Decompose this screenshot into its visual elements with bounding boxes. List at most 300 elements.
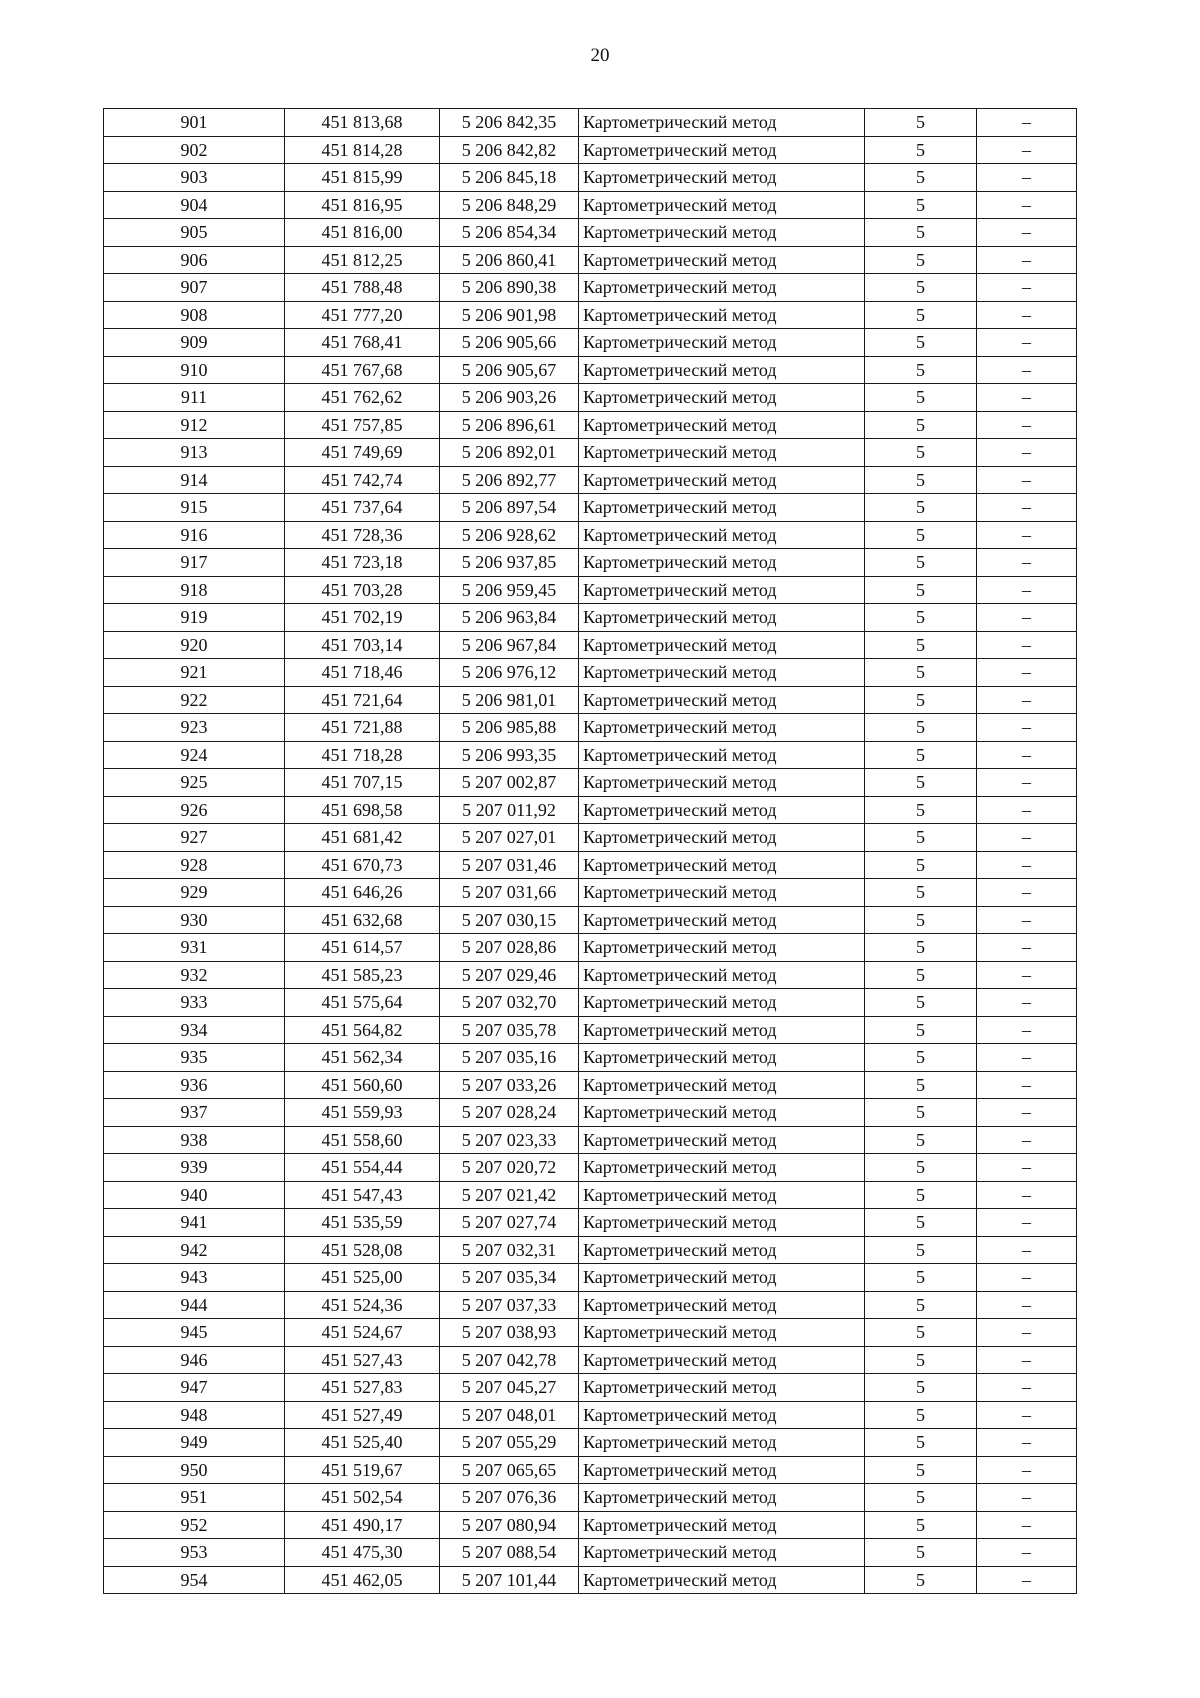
x-coordinate-cell: 451 723,18 xyxy=(285,549,440,577)
description-cell: – xyxy=(977,1319,1077,1347)
table-row xyxy=(104,521,1077,549)
table-row xyxy=(104,631,1077,659)
x-coordinate-cell: 451 718,46 xyxy=(285,659,440,687)
accuracy-cell: 5 xyxy=(865,329,977,357)
table-row xyxy=(104,1374,1077,1402)
method-cell: Картометрический метод xyxy=(579,1456,865,1484)
table-row xyxy=(104,1456,1077,1484)
accuracy-cell: 5 xyxy=(865,824,977,852)
method-cell: Картометрический метод xyxy=(579,136,865,164)
table-row xyxy=(104,714,1077,742)
description-cell: – xyxy=(977,1209,1077,1237)
method-cell: Картометрический метод xyxy=(579,1319,865,1347)
method-cell: Картометрический метод xyxy=(579,631,865,659)
point-number-cell: 932 xyxy=(104,961,285,989)
method-cell: Картометрический метод xyxy=(579,109,865,137)
method-cell: Картометрический метод xyxy=(579,1044,865,1072)
accuracy-cell: 5 xyxy=(865,384,977,412)
y-coordinate-cell: 5 207 020,72 xyxy=(440,1154,579,1182)
x-coordinate-cell: 451 762,62 xyxy=(285,384,440,412)
x-coordinate-cell: 451 767,68 xyxy=(285,356,440,384)
point-number-cell: 929 xyxy=(104,879,285,907)
method-cell: Картометрический метод xyxy=(579,1016,865,1044)
description-cell: – xyxy=(977,631,1077,659)
x-coordinate-cell: 451 707,15 xyxy=(285,769,440,797)
point-number-cell: 924 xyxy=(104,741,285,769)
description-cell: – xyxy=(977,1456,1077,1484)
method-cell: Картометрический метод xyxy=(579,1346,865,1374)
point-number-cell: 906 xyxy=(104,246,285,274)
x-coordinate-cell: 451 788,48 xyxy=(285,274,440,302)
y-coordinate-cell: 5 206 903,26 xyxy=(440,384,579,412)
accuracy-cell: 5 xyxy=(865,301,977,329)
accuracy-cell: 5 xyxy=(865,1126,977,1154)
point-number-cell: 941 xyxy=(104,1209,285,1237)
description-cell: – xyxy=(977,1236,1077,1264)
x-coordinate-cell: 451 558,60 xyxy=(285,1126,440,1154)
description-cell: – xyxy=(977,714,1077,742)
y-coordinate-cell: 5 207 031,66 xyxy=(440,879,579,907)
description-cell: – xyxy=(977,466,1077,494)
x-coordinate-cell: 451 475,30 xyxy=(285,1539,440,1567)
accuracy-cell: 5 xyxy=(865,164,977,192)
y-coordinate-cell: 5 207 088,54 xyxy=(440,1539,579,1567)
description-cell: – xyxy=(977,851,1077,879)
description-cell: – xyxy=(977,1154,1077,1182)
accuracy-cell: 5 xyxy=(865,714,977,742)
accuracy-cell: 5 xyxy=(865,439,977,467)
table-row xyxy=(104,659,1077,687)
point-number-cell: 931 xyxy=(104,934,285,962)
description-cell: – xyxy=(977,1181,1077,1209)
point-number-cell: 911 xyxy=(104,384,285,412)
accuracy-cell: 5 xyxy=(865,356,977,384)
accuracy-cell: 5 xyxy=(865,1319,977,1347)
description-cell: – xyxy=(977,1401,1077,1429)
point-number-cell: 901 xyxy=(104,109,285,137)
table-row xyxy=(104,1099,1077,1127)
point-number-cell: 927 xyxy=(104,824,285,852)
x-coordinate-cell: 451 554,44 xyxy=(285,1154,440,1182)
point-number-cell: 921 xyxy=(104,659,285,687)
table-row xyxy=(104,1319,1077,1347)
x-coordinate-cell: 451 742,74 xyxy=(285,466,440,494)
accuracy-cell: 5 xyxy=(865,686,977,714)
method-cell: Картометрический метод xyxy=(579,576,865,604)
y-coordinate-cell: 5 207 023,33 xyxy=(440,1126,579,1154)
accuracy-cell: 5 xyxy=(865,549,977,577)
y-coordinate-cell: 5 207 032,70 xyxy=(440,989,579,1017)
method-cell: Картометрический метод xyxy=(579,769,865,797)
accuracy-cell: 5 xyxy=(865,934,977,962)
x-coordinate-cell: 451 768,41 xyxy=(285,329,440,357)
point-number-cell: 953 xyxy=(104,1539,285,1567)
description-cell: – xyxy=(977,1511,1077,1539)
accuracy-cell: 5 xyxy=(865,1071,977,1099)
accuracy-cell: 5 xyxy=(865,1154,977,1182)
point-number-cell: 913 xyxy=(104,439,285,467)
y-coordinate-cell: 5 207 033,26 xyxy=(440,1071,579,1099)
table-row xyxy=(104,604,1077,632)
y-coordinate-cell: 5 207 037,33 xyxy=(440,1291,579,1319)
x-coordinate-cell: 451 777,20 xyxy=(285,301,440,329)
point-number-cell: 939 xyxy=(104,1154,285,1182)
method-cell: Картометрический метод xyxy=(579,659,865,687)
y-coordinate-cell: 5 206 842,35 xyxy=(440,109,579,137)
table-row xyxy=(104,301,1077,329)
description-cell: – xyxy=(977,1291,1077,1319)
x-coordinate-cell: 451 757,85 xyxy=(285,411,440,439)
table-row xyxy=(104,961,1077,989)
page-number: 20 xyxy=(590,45,610,66)
accuracy-cell: 5 xyxy=(865,136,977,164)
table-row xyxy=(104,1126,1077,1154)
x-coordinate-cell: 451 646,26 xyxy=(285,879,440,907)
table-row xyxy=(104,1236,1077,1264)
point-number-cell: 947 xyxy=(104,1374,285,1402)
x-coordinate-cell: 451 585,23 xyxy=(285,961,440,989)
y-coordinate-cell: 5 206 901,98 xyxy=(440,301,579,329)
point-number-cell: 946 xyxy=(104,1346,285,1374)
description-cell: – xyxy=(977,989,1077,1017)
y-coordinate-cell: 5 207 080,94 xyxy=(440,1511,579,1539)
table-row xyxy=(104,549,1077,577)
method-cell: Картометрический метод xyxy=(579,439,865,467)
point-number-cell: 928 xyxy=(104,851,285,879)
table-row xyxy=(104,769,1077,797)
accuracy-cell: 5 xyxy=(865,1374,977,1402)
y-coordinate-cell: 5 206 985,88 xyxy=(440,714,579,742)
method-cell: Картометрический метод xyxy=(579,411,865,439)
table-row xyxy=(104,494,1077,522)
accuracy-cell: 5 xyxy=(865,1429,977,1457)
table-row xyxy=(104,329,1077,357)
x-coordinate-cell: 451 698,58 xyxy=(285,796,440,824)
point-number-cell: 918 xyxy=(104,576,285,604)
description-cell: – xyxy=(977,1346,1077,1374)
y-coordinate-cell: 5 207 065,65 xyxy=(440,1456,579,1484)
accuracy-cell: 5 xyxy=(865,604,977,632)
description-cell: – xyxy=(977,934,1077,962)
y-coordinate-cell: 5 206 854,34 xyxy=(440,219,579,247)
accuracy-cell: 5 xyxy=(865,851,977,879)
method-cell: Картометрический метод xyxy=(579,1236,865,1264)
x-coordinate-cell: 451 614,57 xyxy=(285,934,440,962)
table-row xyxy=(104,136,1077,164)
point-number-cell: 912 xyxy=(104,411,285,439)
x-coordinate-cell: 451 718,28 xyxy=(285,741,440,769)
table-row xyxy=(104,1016,1077,1044)
x-coordinate-cell: 451 721,88 xyxy=(285,714,440,742)
point-number-cell: 926 xyxy=(104,796,285,824)
y-coordinate-cell: 5 206 967,84 xyxy=(440,631,579,659)
method-cell: Картометрический метод xyxy=(579,246,865,274)
accuracy-cell: 5 xyxy=(865,411,977,439)
y-coordinate-cell: 5 206 905,67 xyxy=(440,356,579,384)
table-row xyxy=(104,1071,1077,1099)
table-row xyxy=(104,191,1077,219)
y-coordinate-cell: 5 207 035,78 xyxy=(440,1016,579,1044)
method-cell: Картометрический метод xyxy=(579,191,865,219)
point-number-cell: 948 xyxy=(104,1401,285,1429)
y-coordinate-cell: 5 206 905,66 xyxy=(440,329,579,357)
x-coordinate-cell: 451 519,67 xyxy=(285,1456,440,1484)
x-coordinate-cell: 451 527,49 xyxy=(285,1401,440,1429)
y-coordinate-cell: 5 206 848,29 xyxy=(440,191,579,219)
y-coordinate-cell: 5 207 076,36 xyxy=(440,1484,579,1512)
accuracy-cell: 5 xyxy=(865,219,977,247)
y-coordinate-cell: 5 207 011,92 xyxy=(440,796,579,824)
x-coordinate-cell: 451 527,83 xyxy=(285,1374,440,1402)
x-coordinate-cell: 451 728,36 xyxy=(285,521,440,549)
accuracy-cell: 5 xyxy=(865,1539,977,1567)
description-cell: – xyxy=(977,521,1077,549)
point-number-cell: 923 xyxy=(104,714,285,742)
description-cell: – xyxy=(977,219,1077,247)
point-number-cell: 919 xyxy=(104,604,285,632)
y-coordinate-cell: 5 207 101,44 xyxy=(440,1566,579,1594)
y-coordinate-cell: 5 206 937,85 xyxy=(440,549,579,577)
table-row xyxy=(104,824,1077,852)
point-number-cell: 920 xyxy=(104,631,285,659)
y-coordinate-cell: 5 206 890,38 xyxy=(440,274,579,302)
point-number-cell: 937 xyxy=(104,1099,285,1127)
description-cell: – xyxy=(977,191,1077,219)
y-coordinate-cell: 5 207 002,87 xyxy=(440,769,579,797)
table-row xyxy=(104,851,1077,879)
x-coordinate-cell: 451 525,40 xyxy=(285,1429,440,1457)
description-cell: – xyxy=(977,136,1077,164)
method-cell: Картометрический метод xyxy=(579,1181,865,1209)
description-cell: – xyxy=(977,576,1077,604)
point-number-cell: 917 xyxy=(104,549,285,577)
method-cell: Картометрический метод xyxy=(579,329,865,357)
method-cell: Картометрический метод xyxy=(579,1154,865,1182)
x-coordinate-cell: 451 564,82 xyxy=(285,1016,440,1044)
method-cell: Картометрический метод xyxy=(579,274,865,302)
description-cell: – xyxy=(977,411,1077,439)
table-row xyxy=(104,274,1077,302)
point-number-cell: 933 xyxy=(104,989,285,1017)
accuracy-cell: 5 xyxy=(865,961,977,989)
table-row xyxy=(104,879,1077,907)
description-cell: – xyxy=(977,1539,1077,1567)
accuracy-cell: 5 xyxy=(865,1099,977,1127)
point-number-cell: 943 xyxy=(104,1264,285,1292)
accuracy-cell: 5 xyxy=(865,1401,977,1429)
x-coordinate-cell: 451 560,60 xyxy=(285,1071,440,1099)
x-coordinate-cell: 451 703,14 xyxy=(285,631,440,659)
method-cell: Картометрический метод xyxy=(579,1401,865,1429)
x-coordinate-cell: 451 737,64 xyxy=(285,494,440,522)
point-number-cell: 944 xyxy=(104,1291,285,1319)
method-cell: Картометрический метод xyxy=(579,384,865,412)
point-number-cell: 934 xyxy=(104,1016,285,1044)
method-cell: Картометрический метод xyxy=(579,466,865,494)
description-cell: – xyxy=(977,1071,1077,1099)
x-coordinate-cell: 451 562,34 xyxy=(285,1044,440,1072)
point-number-cell: 908 xyxy=(104,301,285,329)
x-coordinate-cell: 451 670,73 xyxy=(285,851,440,879)
description-cell: – xyxy=(977,494,1077,522)
point-number-cell: 942 xyxy=(104,1236,285,1264)
x-coordinate-cell: 451 559,93 xyxy=(285,1099,440,1127)
description-cell: – xyxy=(977,329,1077,357)
y-coordinate-cell: 5 206 860,41 xyxy=(440,246,579,274)
description-cell: – xyxy=(977,301,1077,329)
table-row xyxy=(104,906,1077,934)
description-cell: – xyxy=(977,109,1077,137)
accuracy-cell: 5 xyxy=(865,191,977,219)
accuracy-cell: 5 xyxy=(865,521,977,549)
point-number-cell: 938 xyxy=(104,1126,285,1154)
description-cell: – xyxy=(977,549,1077,577)
table-row xyxy=(104,796,1077,824)
point-number-cell: 910 xyxy=(104,356,285,384)
method-cell: Картометрический метод xyxy=(579,549,865,577)
x-coordinate-cell: 451 816,95 xyxy=(285,191,440,219)
point-number-cell: 907 xyxy=(104,274,285,302)
method-cell: Картометрический метод xyxy=(579,604,865,632)
y-coordinate-cell: 5 207 032,31 xyxy=(440,1236,579,1264)
accuracy-cell: 5 xyxy=(865,1566,977,1594)
table-row xyxy=(104,1346,1077,1374)
description-cell: – xyxy=(977,384,1077,412)
y-coordinate-cell: 5 207 035,16 xyxy=(440,1044,579,1072)
table-row xyxy=(104,1511,1077,1539)
table-row xyxy=(104,1291,1077,1319)
table-row xyxy=(104,1401,1077,1429)
x-coordinate-cell: 451 703,28 xyxy=(285,576,440,604)
description-cell: – xyxy=(977,906,1077,934)
y-coordinate-cell: 5 206 845,18 xyxy=(440,164,579,192)
description-cell: – xyxy=(977,769,1077,797)
x-coordinate-cell: 451 525,00 xyxy=(285,1264,440,1292)
method-cell: Картометрический метод xyxy=(579,164,865,192)
method-cell: Картометрический метод xyxy=(579,1071,865,1099)
description-cell: – xyxy=(977,659,1077,687)
accuracy-cell: 5 xyxy=(865,1511,977,1539)
y-coordinate-cell: 5 207 038,93 xyxy=(440,1319,579,1347)
y-coordinate-cell: 5 206 963,84 xyxy=(440,604,579,632)
y-coordinate-cell: 5 207 021,42 xyxy=(440,1181,579,1209)
table-row xyxy=(104,1539,1077,1567)
method-cell: Картометрический метод xyxy=(579,1484,865,1512)
accuracy-cell: 5 xyxy=(865,246,977,274)
method-cell: Картометрический метод xyxy=(579,1511,865,1539)
x-coordinate-cell: 451 575,64 xyxy=(285,989,440,1017)
accuracy-cell: 5 xyxy=(865,769,977,797)
method-cell: Картометрический метод xyxy=(579,1209,865,1237)
x-coordinate-cell: 451 528,08 xyxy=(285,1236,440,1264)
method-cell: Картометрический метод xyxy=(579,1566,865,1594)
method-cell: Картометрический метод xyxy=(579,934,865,962)
description-cell: – xyxy=(977,274,1077,302)
point-number-cell: 916 xyxy=(104,521,285,549)
table-row xyxy=(104,466,1077,494)
description-cell: – xyxy=(977,879,1077,907)
accuracy-cell: 5 xyxy=(865,274,977,302)
y-coordinate-cell: 5 206 896,61 xyxy=(440,411,579,439)
description-cell: – xyxy=(977,796,1077,824)
point-number-cell: 940 xyxy=(104,1181,285,1209)
method-cell: Картометрический метод xyxy=(579,686,865,714)
x-coordinate-cell: 451 815,99 xyxy=(285,164,440,192)
x-coordinate-cell: 451 524,67 xyxy=(285,1319,440,1347)
x-coordinate-cell: 451 702,19 xyxy=(285,604,440,632)
y-coordinate-cell: 5 206 928,62 xyxy=(440,521,579,549)
accuracy-cell: 5 xyxy=(865,494,977,522)
y-coordinate-cell: 5 207 035,34 xyxy=(440,1264,579,1292)
y-coordinate-cell: 5 207 028,86 xyxy=(440,934,579,962)
point-number-cell: 954 xyxy=(104,1566,285,1594)
description-cell: – xyxy=(977,1429,1077,1457)
table-row xyxy=(104,1209,1077,1237)
description-cell: – xyxy=(977,1044,1077,1072)
point-number-cell: 950 xyxy=(104,1456,285,1484)
y-coordinate-cell: 5 207 027,74 xyxy=(440,1209,579,1237)
table-row xyxy=(104,576,1077,604)
method-cell: Картометрический метод xyxy=(579,1126,865,1154)
point-number-cell: 909 xyxy=(104,329,285,357)
point-number-cell: 904 xyxy=(104,191,285,219)
x-coordinate-cell: 451 814,28 xyxy=(285,136,440,164)
point-number-cell: 925 xyxy=(104,769,285,797)
table-row xyxy=(104,219,1077,247)
accuracy-cell: 5 xyxy=(865,109,977,137)
description-cell: – xyxy=(977,1016,1077,1044)
method-cell: Картометрический метод xyxy=(579,219,865,247)
table-row xyxy=(104,1264,1077,1292)
accuracy-cell: 5 xyxy=(865,1264,977,1292)
point-number-cell: 949 xyxy=(104,1429,285,1457)
accuracy-cell: 5 xyxy=(865,1044,977,1072)
accuracy-cell: 5 xyxy=(865,1236,977,1264)
method-cell: Картометрический метод xyxy=(579,824,865,852)
description-cell: – xyxy=(977,961,1077,989)
point-number-cell: 915 xyxy=(104,494,285,522)
table-row xyxy=(104,1044,1077,1072)
table-row xyxy=(104,1566,1077,1594)
description-cell: – xyxy=(977,604,1077,632)
x-coordinate-cell: 451 812,25 xyxy=(285,246,440,274)
method-cell: Картометрический метод xyxy=(579,851,865,879)
accuracy-cell: 5 xyxy=(865,466,977,494)
accuracy-cell: 5 xyxy=(865,1209,977,1237)
table-row xyxy=(104,1484,1077,1512)
y-coordinate-cell: 5 207 029,46 xyxy=(440,961,579,989)
point-number-cell: 952 xyxy=(104,1511,285,1539)
table-row xyxy=(104,989,1077,1017)
point-number-cell: 935 xyxy=(104,1044,285,1072)
method-cell: Картометрический метод xyxy=(579,356,865,384)
x-coordinate-cell: 451 490,17 xyxy=(285,1511,440,1539)
table-row xyxy=(104,384,1077,412)
table-row xyxy=(104,1181,1077,1209)
method-cell: Картометрический метод xyxy=(579,714,865,742)
method-cell: Картометрический метод xyxy=(579,1429,865,1457)
x-coordinate-cell: 451 681,42 xyxy=(285,824,440,852)
table-row xyxy=(104,356,1077,384)
table-row xyxy=(104,934,1077,962)
method-cell: Картометрический метод xyxy=(579,494,865,522)
table-row xyxy=(104,411,1077,439)
accuracy-cell: 5 xyxy=(865,796,977,824)
x-coordinate-cell: 451 524,36 xyxy=(285,1291,440,1319)
method-cell: Картометрический метод xyxy=(579,796,865,824)
point-number-cell: 922 xyxy=(104,686,285,714)
x-coordinate-cell: 451 632,68 xyxy=(285,906,440,934)
